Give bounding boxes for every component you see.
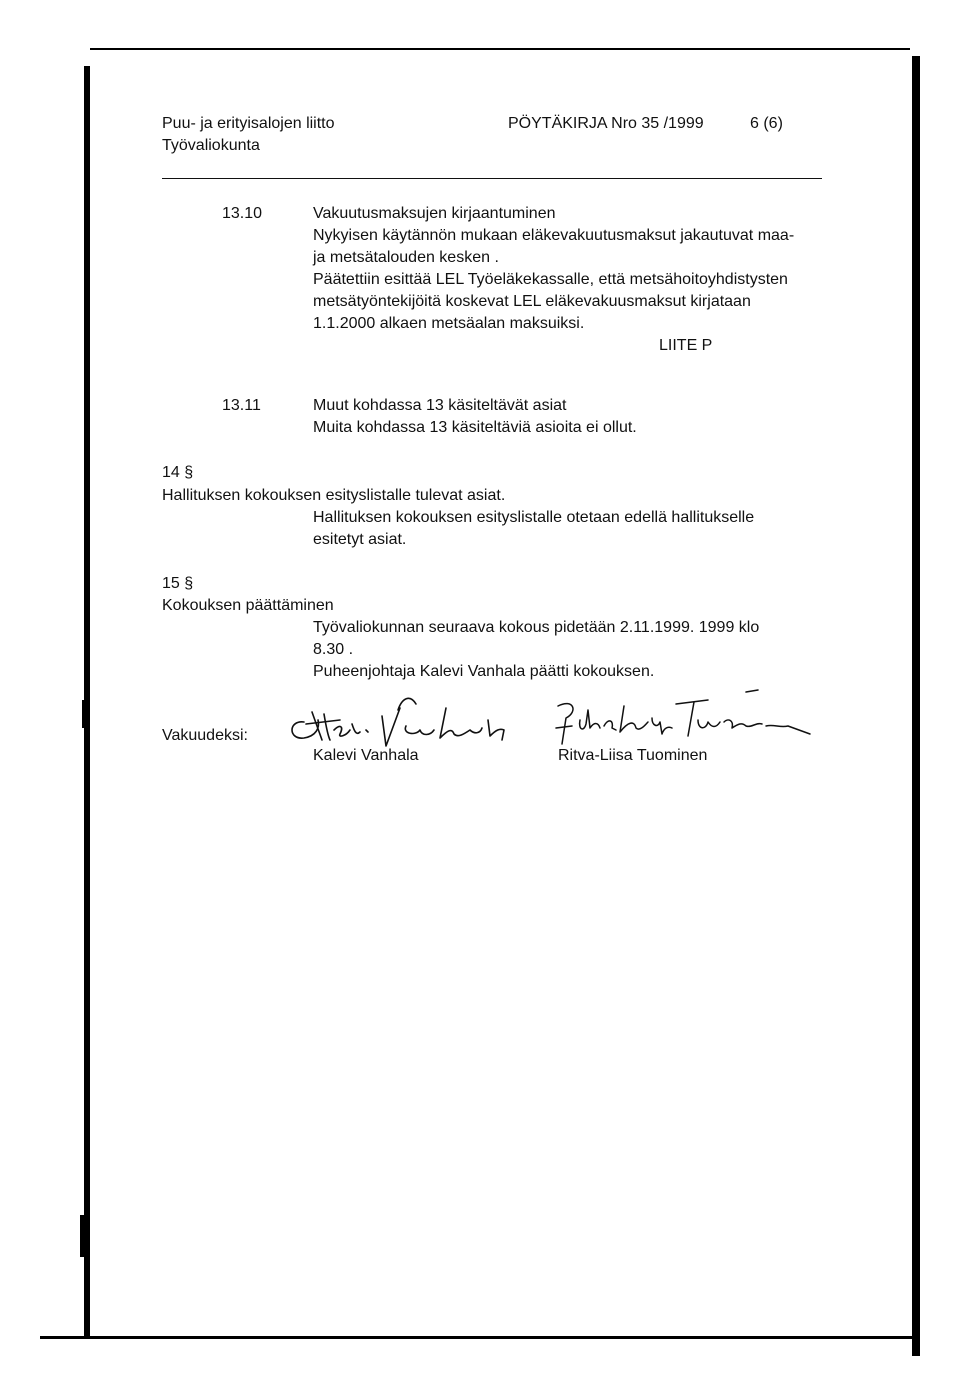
section-text-line: 1.1.2000 alkaen metsäalan maksuiksi.	[313, 315, 585, 332]
section-text-line: ja metsätalouden kesken .	[313, 249, 499, 266]
section-heading: Muut kohdassa 13 käsiteltävät asiat	[313, 397, 567, 414]
section-text-line: Nykyisen käytännön mukaan eläkevakuutusmaksut jakautuvat maa-	[313, 227, 795, 244]
section-number: 13.11	[222, 397, 261, 414]
section-text-line: metsätyöntekijöitä koskevat LEL eläkevakuusmaksut kirjataan	[313, 293, 751, 310]
scan-right-edge	[912, 56, 920, 1356]
section-text-line: Hallituksen kokouksen esityslistalle otetaan edellä hallitukselle	[313, 509, 755, 526]
signer-name: Kalevi Vanhala	[313, 747, 419, 764]
signature-label: Vakuudeksi:	[162, 727, 248, 744]
handwritten-signature-1	[282, 690, 522, 750]
header-divider	[162, 178, 822, 179]
scan-bottom-edge	[40, 1336, 912, 1339]
section-text-line: esitetyt asiat.	[313, 531, 407, 548]
attachment-reference: LIITE P	[659, 337, 713, 354]
handwritten-signature-2	[548, 688, 818, 748]
section-heading: Vakuutusmaksujen kirjaantuminen	[313, 205, 556, 222]
document-title: PÖYTÄKIRJA Nro 35 /1999	[508, 115, 704, 132]
section-heading: Kokouksen päättäminen	[162, 597, 334, 614]
section-number: 13.10	[222, 205, 263, 222]
section-text-line: Puheenjohtaja Kalevi Vanhala päätti kokouksen.	[313, 663, 655, 680]
section-text-line: Päätettiin esittää LEL Työeläkekassalle, että metsähoitoyhdistysten	[313, 271, 788, 288]
section-heading: Hallituksen kokouksen esityslistalle tulevat asiat.	[162, 487, 506, 504]
section-text-line: 8.30 .	[313, 641, 354, 658]
scan-top-edge	[90, 48, 910, 50]
page-number: 6 (6)	[750, 115, 783, 132]
organization-unit: Työvaliokunta	[162, 137, 260, 154]
section-number: 15 §	[162, 575, 194, 592]
scan-left-mark	[82, 700, 88, 728]
section-number: 14 §	[162, 464, 194, 481]
scan-left-mark	[80, 1215, 88, 1257]
section-text-line: Muita kohdassa 13 käsiteltäviä asioita ei ollut.	[313, 419, 637, 436]
section-text-line: Työvaliokunnan seuraava kokous pidetään 2.11.1999. 1999 klo	[313, 619, 760, 636]
signer-name: Ritva-Liisa Tuominen	[558, 747, 708, 764]
organization-name: Puu- ja erityisalojen liitto	[162, 115, 335, 132]
